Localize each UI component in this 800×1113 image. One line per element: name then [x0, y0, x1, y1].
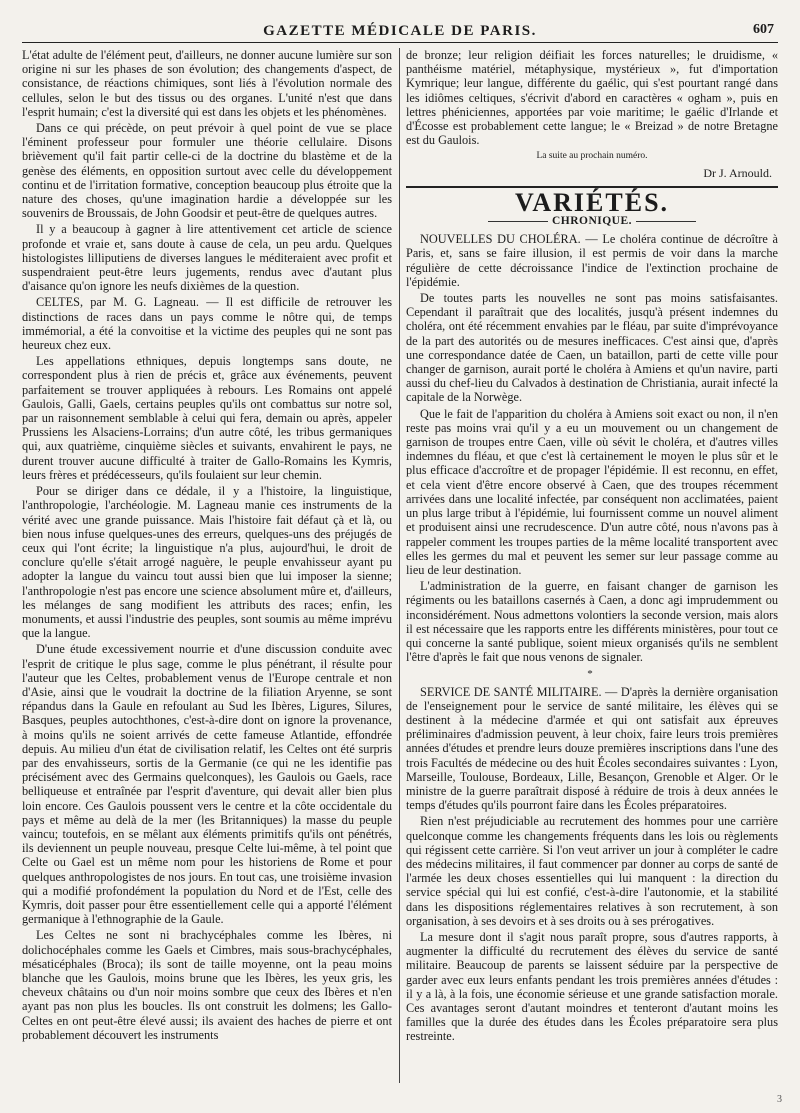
continued-note: La suite au prochain numéro.	[536, 151, 648, 162]
paragraph: Rien n'est préjudiciable au recrutement des hommes pour une carrière quelconque comme les changements fréquents dans les lois ou règlements qui régissent cette carrière. Si l'on veut arriver un jour à compléter le cadre des médecins militaires, il faut commencer par donner au corps de santé de l'armée les deux choses essentielles qui lui manquent : la direction du service spécial qui lui est confié, c'est-à-dire l'autonomie, et la stabilité dans les dispositions réglementaires relatives à son recrutement, à son organisation, à ses devoirs et à ses droits ou à ses prérogatives.	[406, 814, 778, 928]
corner-mark: 3	[777, 1094, 782, 1105]
author-signature: Dr J. Arnould.	[703, 165, 772, 180]
paragraph: Il y a beaucoup à gagner à lire attentivement cet article de science profonde et vraie et, sans doute à cause de cela, un peu ardu. Quelques histologistes lilliputiens de diverses langues le méditeraient avec profit et suspendraient peut-être leurs jugements, rendus avec d'autant plus d'aisance qu'on ignore les neufs dixièmes de la question.	[22, 222, 392, 294]
paragraph: La mesure dont il s'agit nous paraît propre, sous d'autres rapports, à augmenter la difficulté du recrutement des élèves du service de santé militaire. Beaucoup de parents se laissent séduire par la perspective de garder avec eux leurs enfants pendant les trois premières années d'études : il y a là, à la fois, une économie sérieuse et une grande satisfaction morale. Ces avantages seront d'autant moindres et tenteront d'autant moins les familles que la durée des études dans les Écoles préparatoire sera plus restreinte.	[406, 929, 778, 1044]
separator-asterisk: *	[587, 668, 597, 681]
paragraph: Les appellations ethniques, depuis longtemps sans doute, ne correspondent plus à rien de précis et, grâce aux événements, peuvent parfaitement se trouver appliquées à rebours. Les Romains ont appelé Gaulois, Galli, Gaels, certains peuples qu'ils ont combattus sur notre sol, par un raisonnement semblable à celui qui fera, demain ou après, appeler Prussiens les Alsaciens-Lorrains; d'un autre côté, les tribus germaniques qui, aux quatrième, cinquième siècles et suivants, envahirent le pays, ne durent trouver aucune difficulté à traiter de Gallo-Romains les Kymris, leurs frères et prédécesseurs, qu'ils foulaient sur leur chemin.	[22, 354, 392, 482]
paragraph: Pour se diriger dans ce dédale, il y a l'histoire, la linguistique, l'anthropologie, l'archéologie. M. Lagneau manie ces instruments de la vérité avec une grande puissance. Mais l'histoire fait défaut çà et là, ou bien nous infuse quelques-unes des erreurs, quelques-uns des préjugés de ceux qui l'ont écrite; la linguistique n'a plus, aujourd'hui, le droit de conclure qu'elle s'était arrogé naguère, le peuple envahisseur ayant pu adopter la langue du vaincu tout aussi bien que lui imposer la sienne; l'anthropologie n'est pas encore une science absolument mûre et, d'ailleurs, les mélanges de sang modifient les attributs des races; enfin, les monuments, et aussi l'industrie des peuples, sont soumis au même imprévu que la langue.	[22, 484, 392, 641]
heading-rule-right	[636, 221, 696, 222]
page-header	[22, 20, 778, 43]
subsection-heading	[406, 214, 778, 228]
page-number: 607	[753, 22, 774, 37]
paragraph: L'administration de la guerre, en faisant changer de garnison les régiments ou les bataillons casernés à Caen, a donc agi imprudemment ou inconsidérément. Nous admettons volontiers la seconde version, mais alors il est nécessaire que les rapports entre les différents ministères, pour tout ce qui concerne la santé publique, soient mieux organisés qu'ils ne semblent l'être d'après le fait que nous venons de signaler.	[406, 579, 778, 665]
journal-title: GAZETTE MÉDICALE DE PARIS.	[263, 22, 537, 39]
paragraph: Dans ce qui précède, on peut prévoir à quel point de vue se place l'éminent professeur pour formuler une théorie cellulaire. Disons brièvement qu'il fait partir celle-ci de la doctrine du blastème et de la genèse des éléments, en opposition surtout avec celle du développement continu et de l'irritation formative, conception beaucoup plus étroite que la nature des choses, qu'une imagination hardie a développée sur les souvenirs de Broussais, de John Goodsir et peut-être de quelques autres.	[22, 121, 392, 221]
left-column	[22, 48, 392, 1091]
section-title: VARIÉTÉS.	[514, 187, 670, 217]
subsection-title: CHRONIQUE.	[551, 215, 633, 228]
paragraph: L'état adulte de l'élément peut, d'ailleurs, ne donner aucune lumière sur son origine ni sur les phases de son évolution; des changements d'aspect, de consistance, de réactions chimiques, sont liés à l'évolution normale des cellules, selon le but des tissus ou des organes. L'unité n'est que dans l'esprit humain; c'est la diversité qui est dans les objets et les phénomènes.	[22, 48, 392, 119]
column-divider	[399, 48, 400, 1083]
paragraph: de bronze; leur religion déifiait les forces naturelles; le druidisme, « panthéisme matériel, métaphysique, mystérieux », fut d'importation Kymrique; leur langue, différente du gaélic, qui s'est pourtant rangé dans les idiômes celtiques, s'écrivit d'abord en caractères « ogham », puis en lettres phéniciennes, apportées par voie maritime; le gaélic d'Irlande et d'Écosse est probablement cette langue; le « Breizad » de notre Bretagne est du Gaulois.	[406, 48, 778, 148]
heading-rule-left	[488, 221, 548, 222]
paragraph: Que le fait de l'apparition du choléra à Amiens soit exact ou non, il n'en reste pas moins vrai qu'il y a eu un mouvement ou un changement de garnison de troupes entre Caen, ville où sévit le choléra, et d'autres villes indemnes du fléau, et que c'est là certainement le moyen le plus sûr et le plus efficace d'accroître et de propager l'épidémie. Il est reconnu, en effet, et cela vient d'être encore observé à Caen, que des troupes récemment arrivées dans une localité infectée, par conséquent non acclimatées, paient un plus large tribut à l'épidémie, lui fournissent comme un nouvel aliment et produisent ainsi une recrudescence. D'un autre côté, nous n'avons pas à rappeler comment les troupes parties de la même localité transportent avec elles les germes du mal et peuvent les semer sur leur passage comme au lieu de leur destination.	[406, 406, 778, 577]
paragraph: Les Celtes ne sont ni brachycéphales comme les Ibères, ni dolichocéphales comme les Gaels et Cimbres, mais sous-brachycéphales, mésaticéphales (Broca); ils sont de taille moyenne, ont la peau moins blanche que les Gaulois, moins brune que les Ibères, les yeux gris, les cheveux châtains ou d'un noir moins sombre que ceux des Ibères et n'en ayant pas non plus les boucles. Ils ont construit les dolmens; les Gallo-Celtes en ont peut-être élevé aussi; ils avaient des haches de pierre et ont probablement découvert les instruments	[22, 928, 392, 1042]
paragraph: D'une étude excessivement nourrie et d'une discussion conduite avec l'esprit de critique le plus sage, comme le plus pénétrant, il résulte pour l'auteur que les Celtes, probablement venus de l'Europe centrale et non d'Asie, ainsi que le voudrait la doctrine de la filiation Aryenne, se sont répandus dans la Gaule en refoulant au Sud les Ibères, Ligures, Silures, Basques, peuples autochthones, c'est-à-dire dont on ignore la provenance, à moins qu'ils ne soient arrivés de cette fameuse Atlantide, effondrée depuis. Au milieu d'un état de civilisation relatif, les Celtes ont été surpris par des envahisseurs, sortis de la Germanie (ce qui ne les identifie pas précisément avec des Germains quelconques), les Gaulois ou Gaels, race belliqueuse et entraînée par l'esprit d'aventure, qui devait aller bien plus loin encore. Ces Gaulois poussent vers le centre et la côte occidentale du pays et même au delà de la mer (les Britanniques) la masse du peuple vaincu; toutefois, en se mêlant aux éléments primitifs qu'ils ont pénétrés, ils deviennent un peuple nouveau, presque Celte lui-même, à tel point que Celte ou Gael est un même nom pour les historiens de Rome et pour quelques anthropologistes de nos jours. En tout cas, une troisième invasion qui a modifié profondément la population du Nord et de l'Est, celle des Kymris, doit passer pour être essentiellement celle qui a apporté l'élément germanique à l'ethnographie de la Gaule.	[22, 642, 392, 927]
paragraph: De toutes parts les nouvelles ne sont pas moins satisfaisantes. Cependant il paraîtrait que des localités, jusqu'à présent indemnes du choléra, ont été récemment envahies par le fléau, par suite d'imprévoyance de la part des autorités ou de mesures inefficaces. C'est ainsi que, d'après une correspondance datée de Caen, un bataillon, parti de cette ville pour changer de garnison, aurait porté le choléra à Amiens et qu'un navire, parti aussi du chef-lieu du Calvados à destination de Christiania, aurait infecté la capitale de la Norwège.	[406, 291, 778, 405]
right-column	[406, 48, 778, 1091]
paragraph: CELTES, par M. G. Lagneau. — Il est difficile de retrouver les distinctions de races dans un pays comme le nôtre qui, de temps immémorial, a été la convoitise et la victime des peuples qui ne sont pas heureux chez eux.	[22, 295, 392, 353]
paragraph: NOUVELLES DU CHOLÉRA. — Le choléra continue de décroître à Paris, et, sans se faire illusion, il est permis de voir dans la marche régulière de cette décroissance l'indice de l'extinction prochaine de l'épidémie.	[406, 232, 778, 289]
paragraph: SERVICE DE SANTÉ MILITAIRE. — D'après la dernière organisation de l'enseignement pour le service de santé militaire, les élèves qui se destinent à la médecine d'armée et qui ont satisfait aux épreuves préliminaires d'admission peuvent, à leur choix, faire leurs trois premières années d'études et prendre leurs douze premières inscriptions dans l'une des trois Facultés de médecine ou des huit Écoles secondaires suivantes : Lyon, Marseille, Toulouse, Bordeaux, Lille, Besançon, Grenoble et Alger. Or le ministre de la guerre paraîtrait disposé à réduire de trois à deux années le temps d'études qu'ils pourront faire dans les Écoles préparatoires.	[406, 684, 778, 813]
